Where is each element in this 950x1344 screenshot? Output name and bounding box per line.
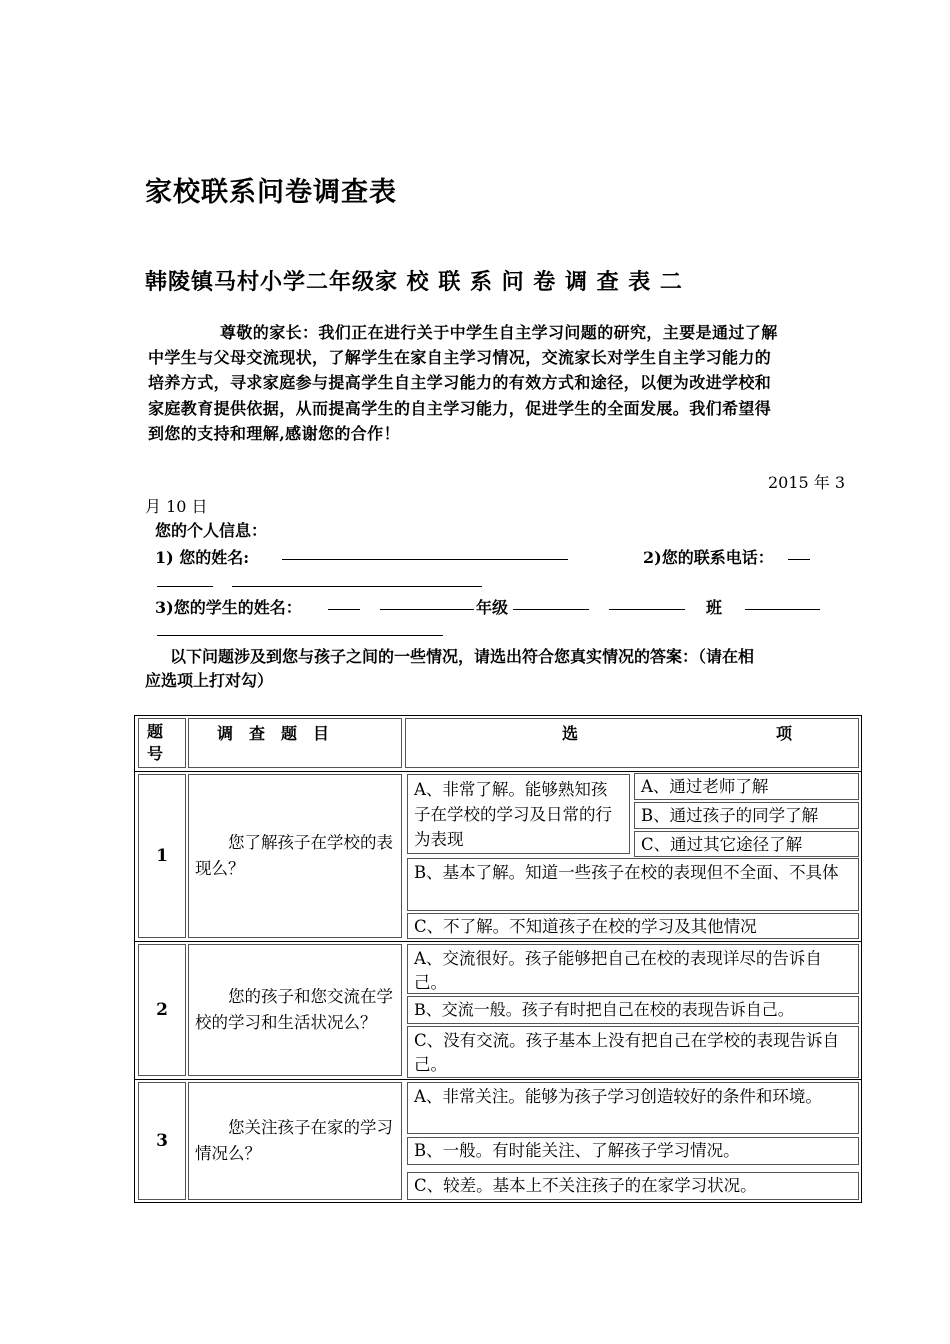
header-options bbox=[405, 718, 859, 768]
class-input[interactable] bbox=[745, 595, 820, 614]
instruction-line-1: 以下问题涉及到您与孩子之间的一些情况，请选出符合您真实情况的答案：（请在相 bbox=[170, 647, 755, 666]
q1-option-c[interactable] bbox=[407, 913, 859, 939]
intro-line-3: 培养方式，寻求家庭参与提高学生自主学习能力的有效方式和途径，以便为改进学校和 bbox=[148, 373, 772, 392]
q3-option-c[interactable] bbox=[407, 1172, 859, 1200]
q1-sub-option-a[interactable] bbox=[634, 773, 859, 800]
survey-table bbox=[134, 715, 862, 1203]
instruction-line-2: 应选项上打对勾） bbox=[145, 671, 274, 690]
q1-option-a[interactable] bbox=[407, 774, 630, 854]
question-2-label: 您的孩子和您交流在学校的学习和生活状况么？ bbox=[195, 987, 393, 1032]
header-options-right: 项 bbox=[776, 724, 793, 743]
phone-input-b[interactable] bbox=[157, 572, 213, 591]
q2-option-b[interactable] bbox=[407, 996, 859, 1024]
parent-name-input[interactable] bbox=[282, 545, 568, 564]
survey-subtitle: 韩陵镇马村小学二年级家 校 联 系 问 卷 调 查 表 二 bbox=[145, 270, 683, 295]
question-2-text bbox=[188, 944, 402, 1076]
q1-sub-option-b[interactable] bbox=[634, 802, 859, 829]
q1-sub-option-b-label: B、通过孩子的同学了解 bbox=[641, 806, 819, 825]
phone-label: 2)您的联系电话： bbox=[643, 548, 774, 567]
intro-line-4: 家庭教育提供依据，从而提高学生的自主学习能力，促进学生的全面发展。我们希望得 bbox=[148, 399, 772, 418]
q3-option-a-label: A、非常关注。能够为孩子学习创造较好的条件和环境。 bbox=[414, 1087, 822, 1106]
phone-input-a[interactable] bbox=[788, 545, 810, 564]
question-1-label: 您了解孩子在学校的表现么？ bbox=[195, 833, 393, 878]
question-1-text bbox=[188, 774, 402, 938]
q2-option-c-label: C、没有交流。孩子基本上没有把自己在学校的表现告诉自己。 bbox=[414, 1031, 840, 1074]
q1-option-b[interactable] bbox=[407, 858, 859, 911]
q3-option-c-label: C、较差。基本上不关注孩子的在家学习状况。 bbox=[414, 1176, 757, 1195]
intro-line-2: 中学生与父母交流现状，了解学生在家自主学习情况，交流家长对学生自主学习能力的 bbox=[148, 348, 772, 367]
q2-option-b-label: B、交流一般。孩子有时把自己在校的表现告诉自己。 bbox=[414, 1000, 794, 1019]
student-name-label: 3)您的学生的姓名： bbox=[155, 598, 302, 617]
question-1-number: 1 bbox=[138, 774, 186, 938]
grade-label: 年级 bbox=[476, 598, 509, 617]
q3-option-b[interactable] bbox=[407, 1137, 859, 1165]
extra-input[interactable] bbox=[157, 621, 443, 640]
q1-sub-option-c-label: C、通过其它途径了解 bbox=[641, 835, 803, 854]
grade-input-a[interactable] bbox=[513, 595, 589, 614]
q1-option-b-label: B、基本了解。知道一些孩子在校的表现但不全面、不具体 bbox=[414, 863, 839, 882]
question-3-label: 您关注孩子在家的学习情况么？ bbox=[195, 1118, 393, 1163]
grade-input-b[interactable] bbox=[609, 595, 685, 614]
student-name-input-a[interactable] bbox=[328, 595, 360, 614]
class-label: 班 bbox=[706, 598, 723, 617]
header-question-number: 题号 bbox=[138, 718, 186, 768]
date-day: 月 10 日 bbox=[145, 497, 208, 516]
parent-name-label: 1) 您的姓名: bbox=[155, 548, 250, 567]
q2-option-c[interactable] bbox=[407, 1026, 859, 1078]
question-3-number: 3 bbox=[138, 1082, 186, 1200]
q3-option-b-label: B、一般。有时能关注、了解孩子学习情况。 bbox=[414, 1141, 740, 1160]
q2-option-a-label: A、交流很好。孩子能够把自己在校的表现详尽的告诉自己。 bbox=[414, 949, 822, 992]
q1-sub-option-c[interactable] bbox=[634, 831, 859, 857]
date-year-month: 2015 年 3 bbox=[768, 473, 846, 492]
q1-option-c-label: C、不了解。不知道孩子在校的学习及其他情况 bbox=[414, 917, 757, 936]
q2-option-a[interactable] bbox=[407, 944, 859, 994]
personal-info-label: 您的个人信息： bbox=[155, 521, 268, 540]
header-options-left: 选 bbox=[562, 724, 579, 743]
intro-line-5: 到您的支持和理解,感谢您的合作！ bbox=[148, 424, 400, 443]
document-title: 家校联系问卷调查表 bbox=[145, 177, 397, 208]
q1-option-a-label: A、非常了解。能够熟知孩子在学校的学习及日常的行为表现 bbox=[414, 780, 612, 849]
question-2-number: 2 bbox=[138, 944, 186, 1076]
student-name-input-b[interactable] bbox=[380, 595, 474, 614]
header-question: 调 查 题 目 bbox=[188, 718, 402, 768]
phone-input-c[interactable] bbox=[232, 572, 482, 591]
q3-option-a[interactable] bbox=[407, 1082, 859, 1134]
question-3-text bbox=[188, 1082, 402, 1200]
q1-sub-option-a-label: A、通过老师了解 bbox=[641, 777, 769, 796]
intro-line-1: 尊敬的家长：我们正在进行关于中学生自主学习问题的研究，主要是通过了解 bbox=[220, 323, 778, 342]
